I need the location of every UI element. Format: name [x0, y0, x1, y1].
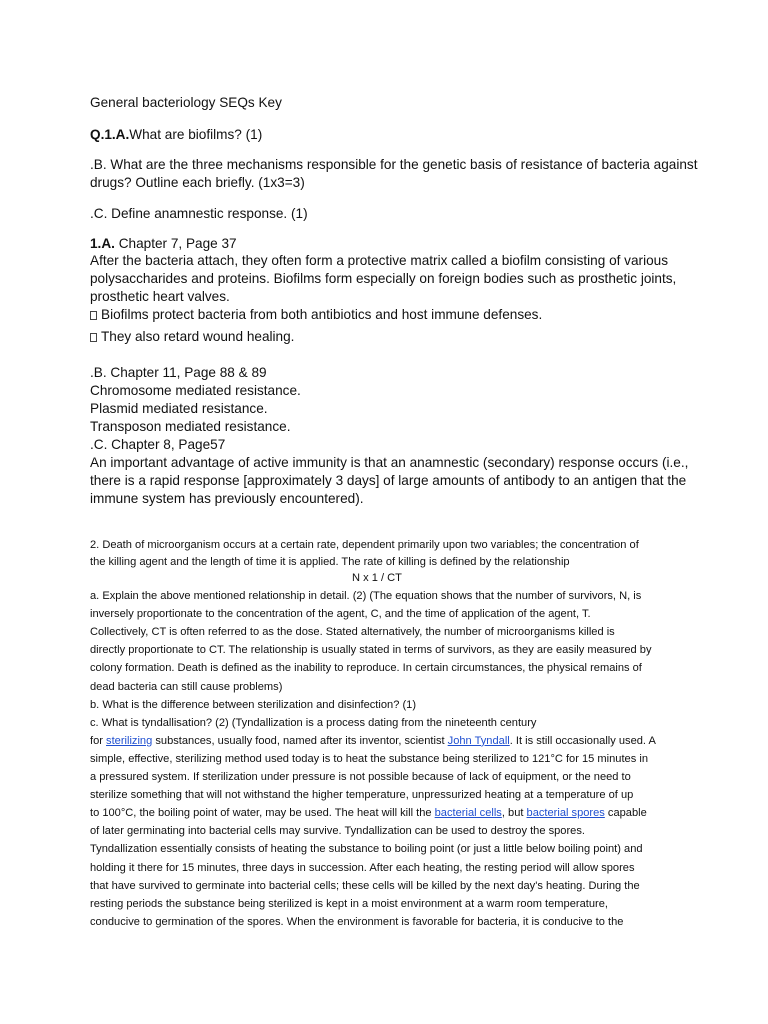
- document-title: General bacteriology SEQs Key: [90, 95, 282, 110]
- answer-1a-reference: Chapter 7, Page 37: [114, 236, 237, 251]
- bullet-box-icon: [90, 333, 97, 342]
- text-run: substances, usually food, named after its inventor, scientist: [152, 734, 448, 747]
- question-2c-line: simple, effective, sterilizing method used today is to heat the substance being sterilized to 121°C for 15 minutes in: [90, 752, 648, 765]
- question-1a-label: Q.1.A.: [90, 127, 130, 142]
- question-2c-line: resting periods the substance being sterilized is kept in a moist environment at a warm room temperature,: [90, 897, 608, 910]
- answer-1a-heading: [90, 235, 690, 253]
- answer-1b-line: Plasmid mediated resistance.: [90, 401, 268, 416]
- question-2c-line: a pressured system. If sterilization under pressure is not possible because of lack of equipment, or the need to: [90, 771, 631, 784]
- answer-1a-line: polysaccharides and proteins. Biofilms form especially on foreign bodies such as prosthetic joints,: [90, 271, 677, 286]
- text-run: . It is still occasionally used. A: [509, 734, 656, 747]
- question-2a-line: directly proportionate to CT. The relationship is usually stated in terms of survivors, as they are easily measured by: [90, 644, 652, 657]
- question-1b-line-1: .B. What are the three mechanisms responsible for the genetic basis of resistance of bacteria against: [90, 157, 698, 172]
- bullet-text: Biofilms protect bacteria from both antibiotics and host immune defenses.: [101, 307, 543, 322]
- answer-1c-line: immune system has previously encountered).: [90, 491, 364, 506]
- question-1b-line-2: drugs? Outline each briefly. (1x3=3): [90, 175, 305, 190]
- answer-1c-line: An important advantage of active immunity is that an anamnestic (secondary) response occurs (i.e.,: [90, 455, 689, 470]
- answer-1a-line: prosthetic heart valves.: [90, 289, 230, 304]
- question-2c-line: Tyndallization essentially consists of heating the substance to boiling point (or just a little below boiling point) and: [90, 843, 643, 856]
- answer-1c-line: there is a rapid response [approximately 3 days] of large amounts of antibody to an antigen that the: [90, 473, 687, 488]
- question-1c: .C. Define anamnestic response. (1): [90, 206, 308, 221]
- answer-1a-label: 1.A.: [90, 236, 115, 251]
- question-2b-line: b. What is the difference between sterilization and disinfection? (1): [90, 698, 417, 711]
- link-sterilizing[interactable]: sterilizing: [106, 734, 153, 747]
- answer-1a-bullet: [90, 306, 690, 324]
- question-2a-line: dead bacteria can still cause problems): [90, 680, 283, 693]
- text-run: for: [90, 734, 107, 747]
- question-2c-line: holding it there for 15 minutes, three days in succession. After each heating, the resting period will allow spores: [90, 861, 635, 874]
- question-2c-line: of later germinating into bacterial cells may survive. Tyndallization can be used to destroy the spores.: [90, 825, 585, 838]
- text-run: to 100°C, the boiling point of water, may be used. The heat will kill the: [90, 807, 435, 820]
- question-2c-line: c. What is tyndallisation? (2) (Tyndallization is a process dating from the nineteenth century: [90, 716, 537, 729]
- link-bacterial-cells[interactable]: bacterial cells: [434, 807, 502, 820]
- question-2a-line: inversely proportionate to the concentration of the agent, C, and the time of application of the agent, T.: [90, 608, 591, 621]
- text-run: capable: [604, 807, 647, 820]
- answer-1a-bullet: [90, 328, 690, 346]
- link-bacterial-spores[interactable]: bacterial spores: [526, 807, 605, 820]
- question-2c-line: conducive to germination of the spores. When the environment is favorable for bacteria, it is conducive to the: [90, 915, 624, 928]
- link-john-tyndall[interactable]: John Tyndall: [447, 734, 510, 747]
- answer-1b-line: Transposon mediated resistance.: [90, 419, 291, 434]
- question-2c-line: sterilize something that will not withstand the higher temperature, unpressurized heating at a temperature of up: [90, 789, 634, 802]
- text-run: , but: [501, 807, 527, 820]
- question-2c-line: [90, 732, 690, 750]
- question-2-intro: 2. Death of microorganism occurs at a certain rate, dependent primarily upon two variables; the concentration of: [90, 539, 639, 551]
- answer-1a-line: After the bacteria attach, they often form a protective matrix called a biofilm consisting of various: [90, 253, 669, 268]
- formula: N x 1 / CT: [352, 572, 402, 585]
- answer-1b-line: Chromosome mediated resistance.: [90, 383, 301, 398]
- question-2a-line: a. Explain the above mentioned relationship in detail. (2) (The equation shows that the number of survivors, N, is: [90, 590, 642, 603]
- answer-1c-heading: .C. Chapter 8, Page57: [90, 437, 226, 452]
- bullet-text: They also retard wound healing.: [101, 329, 295, 344]
- question-2c-line: that have survived to germinate into bacterial cells; these cells will be killed by the next day's heating. During the: [90, 879, 640, 892]
- question-2a-line: Collectively, CT is often referred to as the dose. Stated alternatively, the number of microorganisms killed is: [90, 626, 615, 639]
- question-2-intro: the killing agent and the length of time it is applied. The rate of killing is defined by the relationship: [90, 556, 570, 569]
- question-1a-text: What are biofilms? (1): [129, 127, 263, 142]
- answer-1b-heading: .B. Chapter 11, Page 88 & 89: [90, 365, 267, 380]
- bullet-box-icon: [90, 311, 97, 320]
- question-2c-line: [90, 804, 690, 822]
- question-2a-line: colony formation. Death is defined as the inability to reproduce. In certain circumstances, the physical remains of: [90, 662, 642, 675]
- question-1a: [90, 126, 690, 144]
- question-2-block: [90, 536, 690, 931]
